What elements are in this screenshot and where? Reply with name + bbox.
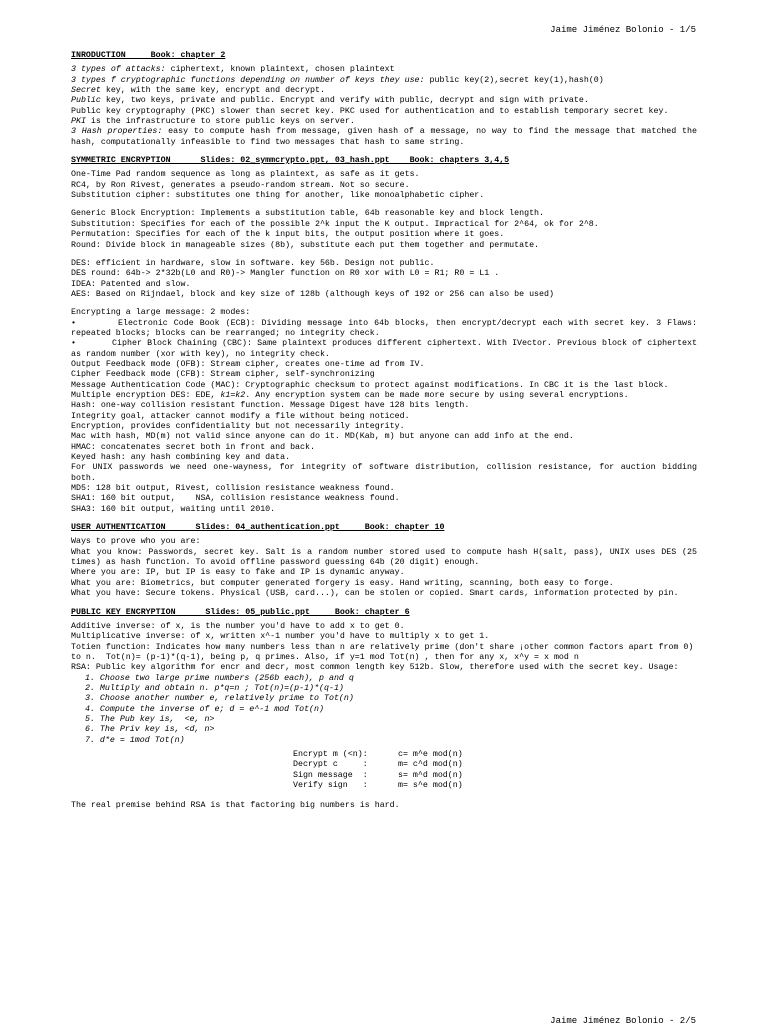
text-line: Multiple encryption DES: EDE, k1=k2. Any encryption system can be made more secure by using several encryptions. — [71, 390, 629, 400]
text-line: Substitution: Specifies for each of the possible 2^k input the K output. Impractical for 2^64, ok for 2^8. — [71, 219, 599, 229]
section-heading-user-authentication: USER AUTHENTICATION Slides: 04_authentication.ppt Book: chapter 10 — [71, 523, 445, 533]
list-item: 5. The Pub key is, <e, n> — [85, 714, 215, 724]
list-item: 7. d*e = 1mod Tot(n) — [85, 735, 185, 745]
text-line: Output Feedback mode (OFB): Stream cipher, creates one-time ad from IV. — [71, 359, 425, 369]
text-line: IDEA: Patented and slow. — [71, 279, 191, 289]
text-line: Ways to prove who you are: — [71, 537, 201, 547]
symmetric-paragraph — [71, 209, 697, 250]
document-body — [71, 51, 702, 812]
pubkey-paragraph — [71, 622, 697, 674]
list-item: 2. Multiply and obtain n. p*q=n ; Tot(n)=(p-1)*(q-1) — [85, 683, 344, 693]
intro-line: 3 types f cryptographic functions depending on number of keys they use: public key(2),secret key(1),hash(0) — [71, 75, 604, 85]
formula-row — [293, 760, 697, 770]
text-line: AES: Based on Rijndael, block and key size of 128b (although keys of 192 or 256 can also be used) — [71, 289, 554, 299]
section-heading-public-key: PUBLIC KEY ENCRYPTION Slides: 05_public.ppt Book: chapter 6 — [71, 607, 410, 617]
intro-line: PKI is the infrastructure to store public keys on server. — [71, 117, 355, 127]
formula-expression: c= m^e mod(n) — [398, 749, 463, 759]
text-line: HMAC: concatenates secret both in front and back. — [71, 442, 315, 452]
list-item: 4. Compute the inverse of e; d = e^-1 mod Tot(n) — [85, 704, 324, 714]
list-item: 1. Choose two large prime numbers (256b each), p and q — [85, 673, 354, 683]
section-heading-symmetric: SYMMETRIC ENCRYPTION Slides: 02_symmcrypto.ppt, 03_hash.ppt Book: chapters 3,4,5 — [71, 156, 510, 166]
formula-expression: m= c^d mod(n) — [398, 760, 463, 770]
list-item: 3. Choose another number e, relatively prime to Tot(n) — [85, 694, 354, 704]
text-line: Round: Divide block in manageable sizes (8b), substitute each put them together and permutate. — [71, 240, 540, 250]
text-line: Multiplicative inverse: of x, written x^-1 number you'd have to multiply x to get 1. — [71, 632, 490, 642]
list-item: 6. The Priv key is, <d, n> — [85, 725, 215, 735]
text-line: SHA3: 160 bit output, waiting until 2010. — [71, 504, 276, 514]
text-line: The real premise behind RSA is that factoring big numbers is hard. — [71, 801, 400, 811]
intro-line: Public key cryptography (PKC) slower than secret key. PKC used for authentication and to establish temporary secret key. — [71, 106, 669, 116]
intro-line: Public key, two keys, private and public. Encrypt and verify with public, decrypt and sign with private. — [71, 96, 589, 106]
text-line: For UNIX passwords we need one-wayness, for integrity of software distribution, collision resistance, for auction bidding both. — [71, 463, 702, 483]
intro-line: 3 Hash properties: easy to compute hash from message, given hash of a message, no way to find the message that matched the hash, computationally infeasible to find two messages that hash to same string. — [71, 127, 702, 147]
formula-label: Decrypt c : — [293, 760, 368, 770]
page-footer: Jaime Jiménez Bolonio - 2/5 — [550, 1016, 696, 1026]
rsa-formula-table — [293, 750, 697, 791]
bullet-item: • Electronic Code Book (ECB): Dividing message into 64b blocks, then encrypt/decrypt each with secret key. 3 Flaws: repeated blocks; blocks can be rearranged; no integrity check. — [71, 318, 702, 338]
text-line: Totien function: Indicates how many numbers less than n are relatively prime (don't share ¡other common factors apart from 0) to n. Tot(n)= (p-1)*(q-1), being p, q primes. Also, if y=1 mod Tot(n) , then for any x, x^y = x mod n — [71, 642, 699, 662]
text-line: DES round: 64b-> 2*32b(L0 and R0)-> Mangler function on R0 xor with L0 = R1; R0 = L1 . — [71, 269, 500, 279]
formula-row — [293, 771, 697, 781]
text-line: Integrity goal, attacker cannot modify a file without being noticed. — [71, 411, 410, 421]
text-line: Encryption, provides confidentiality but not necessarily integrity. — [71, 422, 405, 431]
text-line: Cipher Feedback mode (CFB): Stream cipher, self-synchronizing — [71, 370, 375, 380]
text-line: DES: efficient in hardware, slow in software. key 56b. Design not public. — [71, 258, 435, 268]
bullet-item: • Cipher Block Chaining (CBC): Same plaintext produces different ciphertext. With IVector. Previous block of ciphertext as random number (xor with key), no integrity check. — [71, 339, 702, 359]
text-line: Where you are: IP, but IP is easy to fake and IP is dynamic anyway. — [71, 568, 405, 578]
formula-label: Verify sign : — [293, 781, 368, 790]
text-line: What you are: Biometrics, but computer generated forgery is easy. Hand writing, scanning, both easy to forge. — [71, 578, 614, 588]
intro-line: 3 types of attacks: ciphertext, known plaintext, chosen plaintext — [71, 65, 395, 75]
symmetric-paragraph — [71, 308, 702, 515]
text-line: What you have: Secure tokens. Physical (USB, card...), can be stolen or copied. Smart cards, information protected by pin. — [71, 589, 679, 599]
text-line: RSA: Public key algorithm for encr and decr, most common length key 512b. Slow, therefore used with the secret key. Usage: — [71, 663, 679, 673]
text-line: Substitution cipher: substitutes one thing for another, like monoalphabetic cipher. — [71, 191, 485, 201]
userauth-paragraph — [71, 537, 702, 599]
section-heading-introduction: INRODUCTION Book: chapter 2 — [71, 51, 226, 60]
text-line: What you know: Passwords, secret key. Salt is a random number stored used to compute hash H(salt, pass), UNIX uses DES (25 times) as hash function. To avoid offline password guessing 64b (20 digit) enough. — [71, 547, 702, 568]
text-line: Generic Block Encryption: Implements a substitution table, 64b reasonable key and block length. — [71, 209, 544, 219]
text-line: SHA1: 160 bit output, NSA, collision resistance weakness found. — [71, 494, 400, 504]
formula-row — [293, 781, 697, 791]
symmetric-paragraph — [71, 259, 697, 300]
page-header: Jaime Jiménez Bolonio - 1/5 — [550, 25, 696, 35]
text-line: RC4, by Ron Rivest, generates a pseudo-random stream. Not so secure. — [71, 180, 410, 190]
text-line: Message Authentication Code (MAC): Cryptographic checksum to protect against modifications. In CBC it is the last block. — [71, 380, 669, 390]
formula-expression: s= m^d mod(n) — [398, 770, 463, 780]
formula-label: Sign message : — [293, 770, 368, 780]
text-line: Mac with hash, MD(m) not valid since anyone can do it. MD(Kab, m) but anyone can add info at the end. — [71, 432, 574, 442]
symmetric-paragraph — [71, 170, 697, 201]
text-line: Hash: one-way collision resistant function. Message Digest have 128 bits length. — [71, 401, 470, 411]
text-line: MD5: 128 bit output, Rivest, collision resistance weakness found. — [71, 484, 395, 494]
text-line: Additive inverse: of x, is the number you'd have to add x to get 0. — [71, 621, 405, 631]
text-line: Encrypting a large message: 2 modes: — [71, 308, 251, 318]
text-line: One-Time Pad random sequence as long as plaintext, as safe as it gets. — [71, 170, 420, 180]
formula-expression: m= s^e mod(n) — [398, 781, 463, 790]
text-line: Keyed hash: any hash combining key and data. — [71, 453, 291, 463]
formula-row — [293, 750, 697, 760]
section-introduction — [71, 65, 702, 148]
text-line: Permutation: Specifies for each of the k input bits, the output position where it goes. — [71, 230, 505, 240]
formula-label: Encrypt m (<n): — [293, 749, 368, 759]
intro-line: Secret key, with the same key, encrypt and decrypt. — [71, 86, 325, 96]
rsa-steps-list — [71, 674, 697, 746]
